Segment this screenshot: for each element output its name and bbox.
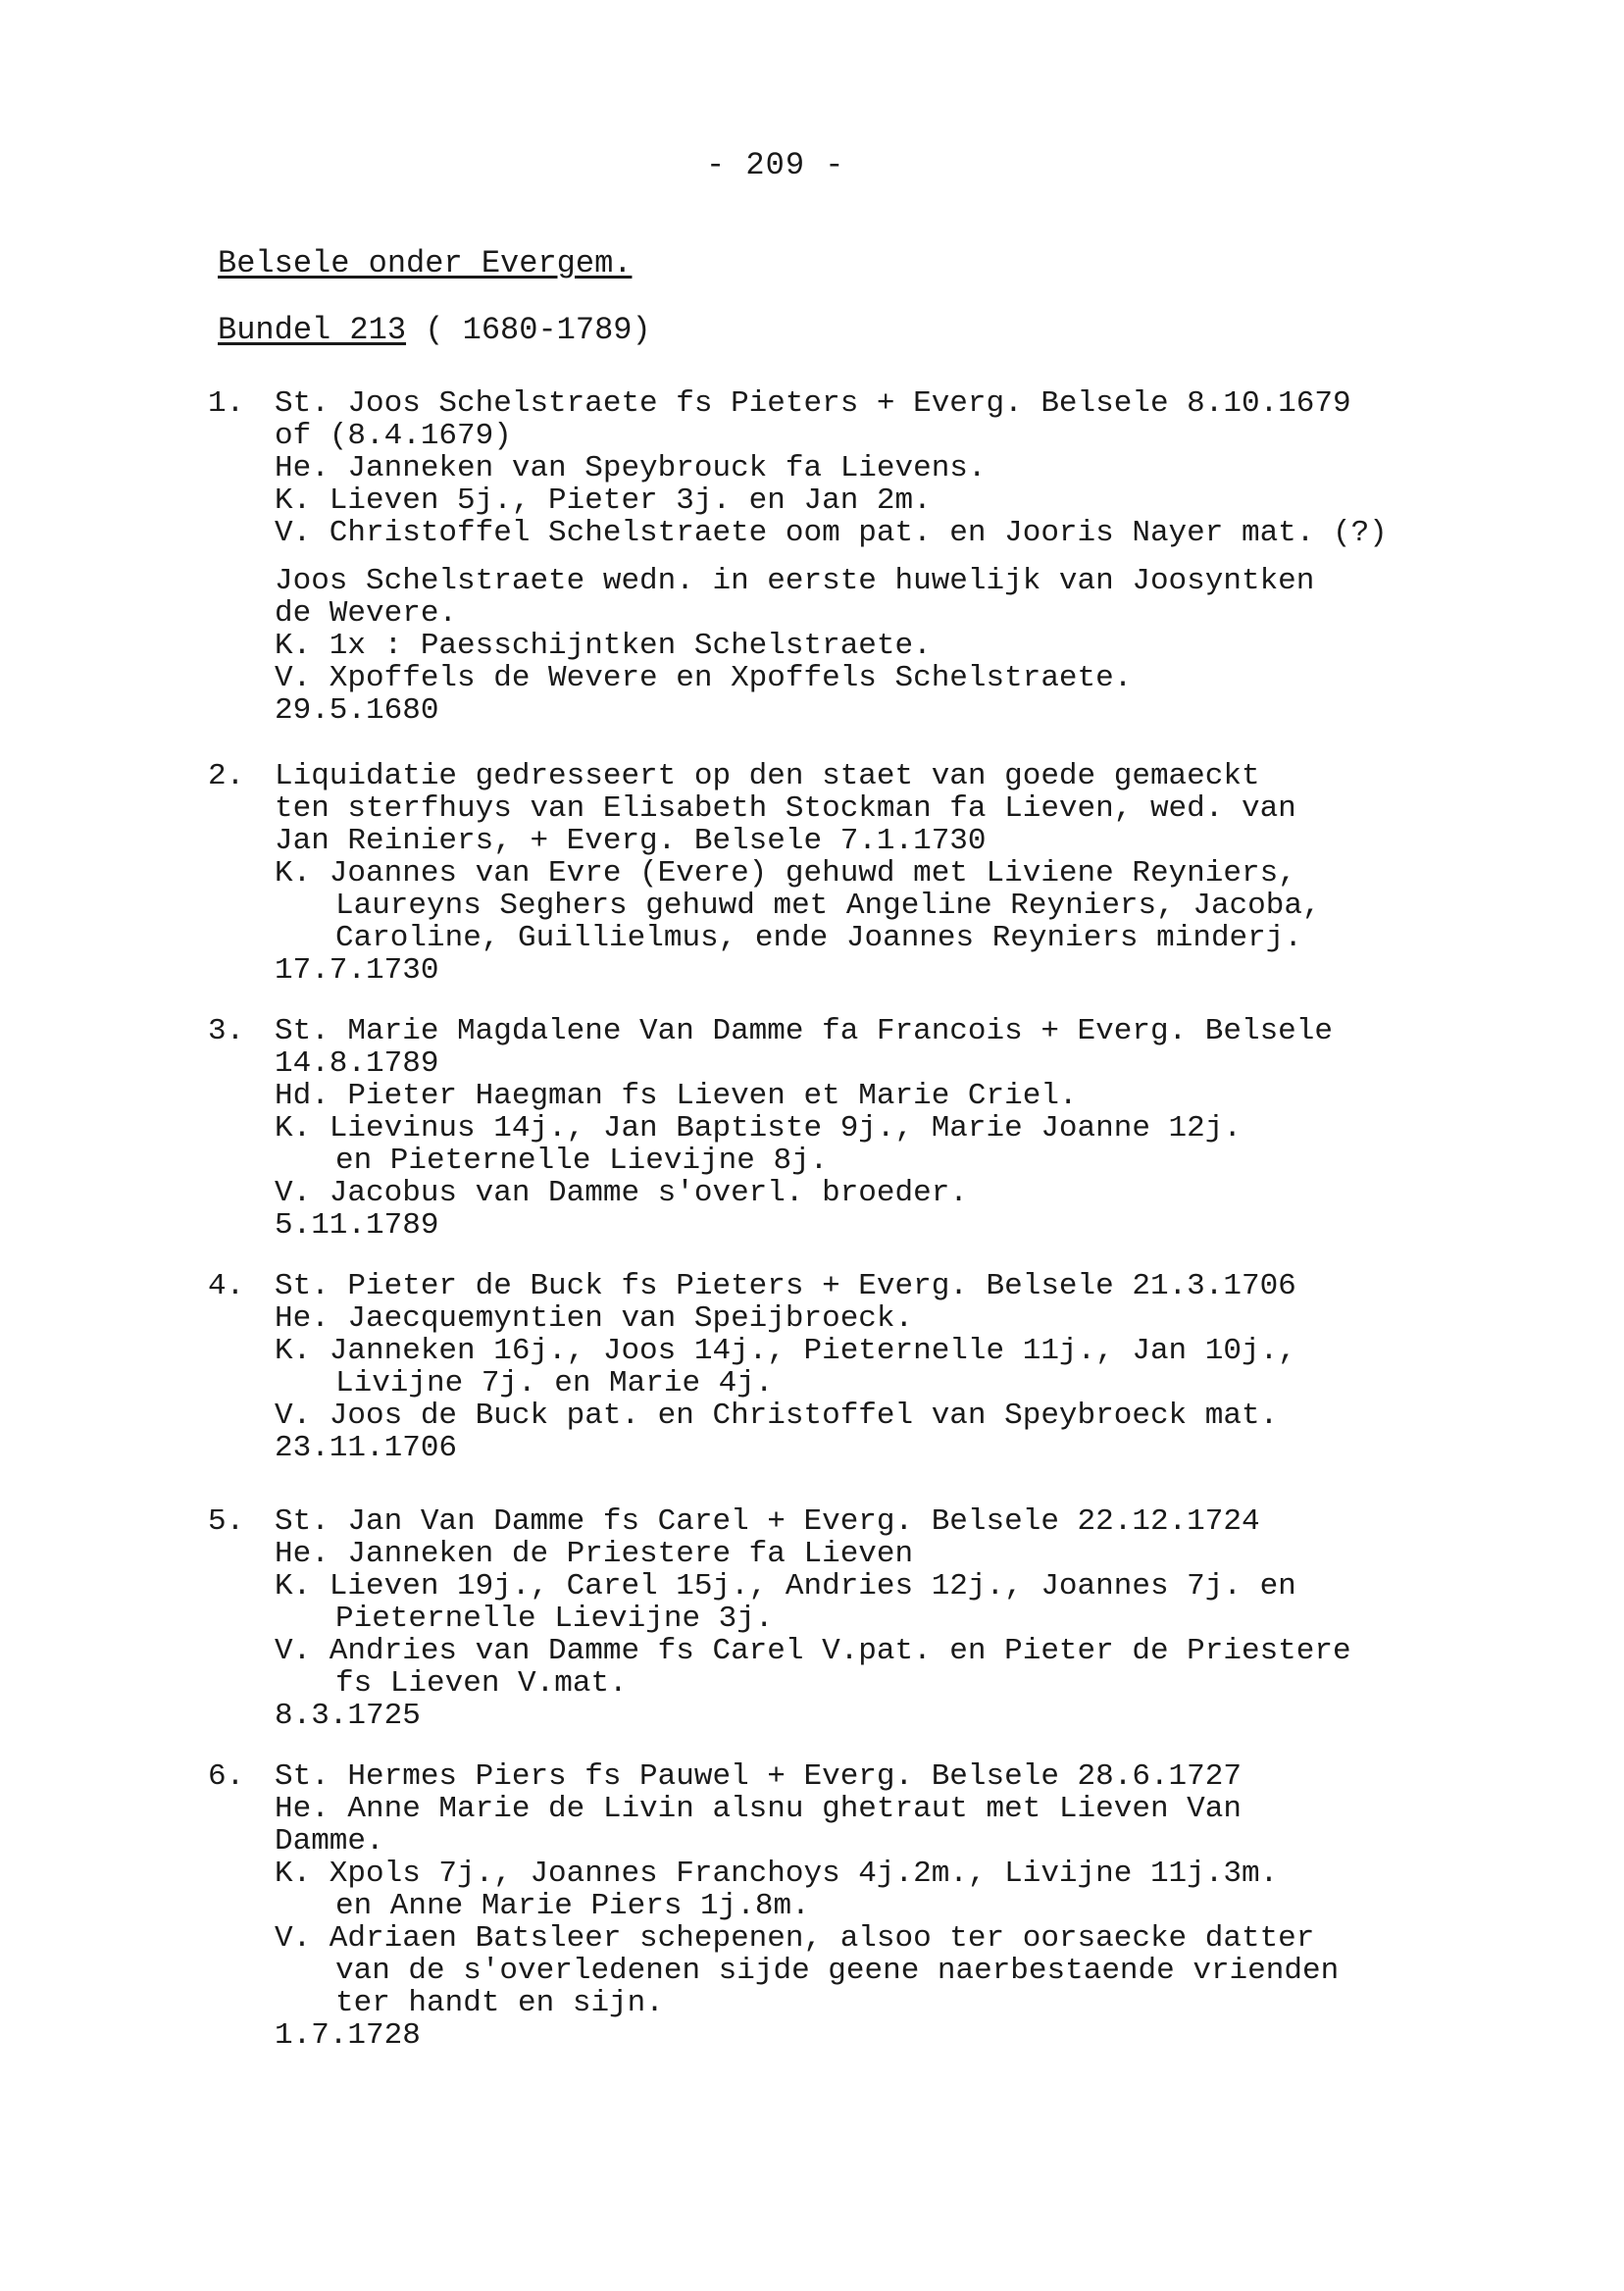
entry-line: V. Christoffel Schelstraete oom pat. en Jooris Nayer mat. (?) [275, 516, 1388, 550]
entry-line: Caroline, Guillielmus, ende Joannes Reyniers minderj. [335, 921, 1302, 955]
entry-number: 1. [208, 386, 245, 421]
entry-line: K. 1x : Paesschijntken Schelstraete. [275, 629, 932, 663]
bundel-header [218, 312, 651, 349]
entry-line: of (8.4.1679) [275, 419, 512, 453]
entry-line: 5.11.1789 [275, 1208, 439, 1243]
entry-body [275, 760, 1510, 987]
entry-line: Damme. [275, 1824, 384, 1858]
entry-body [275, 1760, 1510, 2052]
entry-line: 17.7.1730 [275, 953, 439, 988]
entry-line: Hd. Pieter Haegman fs Lieven et Marie Criel. [275, 1079, 1078, 1113]
entry-body [275, 387, 1510, 727]
entry-number: 3. [208, 1014, 245, 1048]
entry-line: St. Marie Magdalene Van Damme fa Francois + Everg. Belsele [275, 1014, 1333, 1048]
entry-line: 23.11.1706 [275, 1431, 458, 1465]
entry-line: Livijne 7j. en Marie 4j. [335, 1366, 774, 1400]
entry-line: St. Hermes Piers fs Pauwel + Everg. Belsele 28.6.1727 [275, 1759, 1242, 1794]
entry-line: V. Xpoffels de Wevere en Xpoffels Schelstraete. [275, 661, 1133, 695]
entry-line: K. Janneken 16j., Joos 14j., Pieternelle 11j., Jan 10j., [275, 1334, 1296, 1368]
entry-line: en Pieternelle Lievijne 8j. [335, 1144, 829, 1178]
entry-line: 8.3.1725 [275, 1699, 421, 1733]
entry-number: 2. [208, 759, 245, 793]
entry-line: K. Lieven 5j., Pieter 3j. en Jan 2m. [275, 484, 932, 518]
entry-line: K. Lieven 19j., Carel 15j., Andries 12j., Joannes 7j. en [275, 1569, 1296, 1604]
entry-line: Pieternelle Lievijne 3j. [335, 1602, 774, 1636]
entry-line: ter handt en sijn. [335, 1986, 664, 2020]
entry-line: fs Lieven V.mat. [335, 1666, 628, 1701]
entry-line: Liquidatie gedresseert op den staet van goede gemaeckt [275, 759, 1260, 793]
entry-line: de Wevere. [275, 596, 458, 631]
entry-line: K. Joannes van Evre (Evere) gehuwd met Liviene Reyniers, [275, 856, 1296, 891]
entry-line: Joos Schelstraete wedn. in eerste huwelijk van Joosyntken [275, 564, 1315, 598]
entry-line: St. Jan Van Damme fs Carel + Everg. Belsele 22.12.1724 [275, 1504, 1260, 1539]
entry-line: ten sterfhuys van Elisabeth Stockman fa Lieven, wed. van [275, 791, 1296, 826]
entry-line: van de s'overledenen sijde geene naerbestaende vrienden [335, 1954, 1340, 1988]
entry-line: He. Janneken de Priestere fa Lieven [275, 1537, 914, 1571]
entry-line: V. Jacobus van Damme s'overl. broeder. [275, 1176, 968, 1210]
entry-line: St. Joos Schelstraete fs Pieters + Everg. Belsele 8.10.1679 [275, 386, 1351, 421]
entry-gap [275, 549, 1510, 565]
entry-line: 1.7.1728 [275, 2018, 421, 2053]
entry-body [275, 1270, 1510, 1464]
entry-number: 5. [208, 1504, 245, 1539]
bundel-label: Bundel 213 [218, 312, 407, 348]
entry-number: 4. [208, 1269, 245, 1303]
entry-number: 6. [208, 1759, 245, 1794]
entry-line: 14.8.1789 [275, 1046, 439, 1081]
page-number: - 209 - [706, 147, 845, 183]
entry-body [275, 1015, 1510, 1242]
entry-line: K. Lievinus 14j., Jan Baptiste 9j., Marie Joanne 12j. [275, 1111, 1242, 1146]
entry-line: He. Anne Marie de Livin alsnu ghetraut met Lieven Van [275, 1792, 1242, 1826]
entry-line: Jan Reiniers, + Everg. Belsele 7.1.1730 [275, 824, 987, 858]
entry-line: St. Pieter de Buck fs Pieters + Everg. Belsele 21.3.1706 [275, 1269, 1296, 1303]
document-title: Belsele onder Evergem. [218, 245, 633, 281]
entry-line: V. Andries van Damme fs Carel V.pat. en Pieter de Priestere [275, 1634, 1351, 1668]
entry-line: en Anne Marie Piers 1j.8m. [335, 1889, 810, 1923]
entry-line: He. Janneken van Speybrouck fa Lievens. [275, 451, 987, 485]
entry-line: K. Xpols 7j., Joannes Franchoys 4j.2m., Livijne 11j.3m. [275, 1857, 1279, 1891]
entry-line: 29.5.1680 [275, 693, 439, 728]
entry-line: V. Joos de Buck pat. en Christoffel van Speybroeck mat. [275, 1399, 1279, 1433]
entry-line: He. Jaecquemyntien van Speijbroeck. [275, 1301, 914, 1336]
entry-body [275, 1505, 1510, 1732]
bundel-period: ( 1680-1789) [425, 312, 651, 348]
entry-line: V. Adriaen Batsleer schepenen, alsoo ter oorsaecke datter [275, 1921, 1315, 1956]
entry-line: Laureyns Seghers gehuwd met Angeline Reyniers, Jacoba, [335, 889, 1321, 923]
